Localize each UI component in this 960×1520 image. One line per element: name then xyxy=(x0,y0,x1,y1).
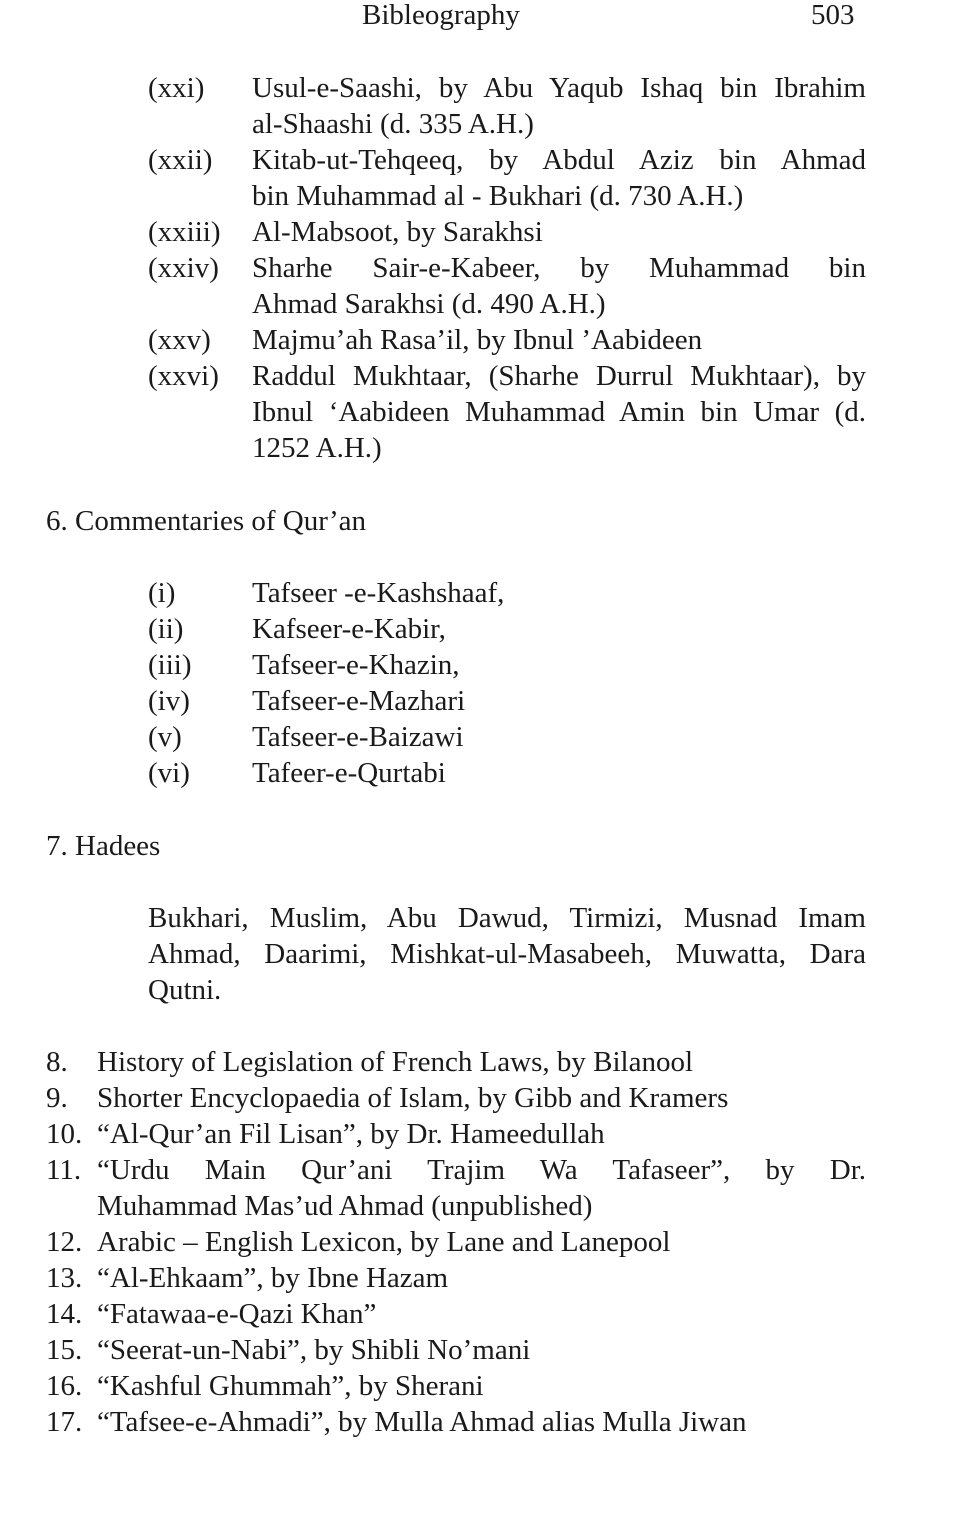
list-item-number: 9. xyxy=(46,1082,68,1114)
list-item-number: 12. xyxy=(46,1226,83,1258)
list-item-text: “Urdu Main Qur’ani Trajim Wa Tafaseer”, by Dr. xyxy=(97,1154,866,1186)
list-item-number: (xxvi) xyxy=(148,360,219,392)
list-item-text: Sharhe Sair-e-Kabeer, by Muhammad bin xyxy=(252,252,866,284)
list-item-text: Muhammad Mas’ud Ahmad (unpublished) xyxy=(97,1190,593,1222)
section-heading: 6. Commentaries of Qur’an xyxy=(46,505,366,537)
running-header-title: Bibleography xyxy=(362,0,520,31)
list-item-text: Shorter Encyclopaedia of Islam, by Gibb and Kramers xyxy=(97,1082,729,1114)
list-item-number: (iii) xyxy=(148,649,192,681)
list-item-number: 11. xyxy=(46,1154,82,1186)
list-item-number: 17. xyxy=(46,1406,83,1438)
list-item-number: 13. xyxy=(46,1262,83,1294)
list-item-text: Majmu’ah Rasa’il, by Ibnul ’Aabideen xyxy=(252,324,703,356)
list-item-number: (ii) xyxy=(148,613,184,645)
list-item-number: (iv) xyxy=(148,685,190,717)
list-item-text: al-Shaashi (d. 335 A.H.) xyxy=(252,108,534,140)
list-item-text: “Tafsee-e-Ahmadi”, by Mulla Ahmad alias Mulla Jiwan xyxy=(97,1406,747,1438)
list-item-number: (xxiv) xyxy=(148,252,219,284)
list-item-number: (xxii) xyxy=(148,144,213,176)
paragraph-line: Qutni. xyxy=(148,974,222,1006)
list-item-text: “Al-Ehkaam”, by Ibne Hazam xyxy=(97,1262,449,1294)
list-item-number: (v) xyxy=(148,721,182,753)
paragraph-line: Ahmad, Daarimi, Mishkat-ul-Masabeeh, Muwatta, Dara xyxy=(148,938,866,970)
paragraph-line: Bukhari, Muslim, Abu Dawud, Tirmizi, Musnad Imam xyxy=(148,902,866,934)
list-item-text: “Al-Qur’an Fil Lisan”, by Dr. Hameedullah xyxy=(97,1118,605,1150)
list-item-text: Ahmad Sarakhsi (d. 490 A.H.) xyxy=(252,288,606,320)
list-item-number: (xxiii) xyxy=(148,216,221,248)
list-item-number: 10. xyxy=(46,1118,83,1150)
list-item-number: 8. xyxy=(46,1046,68,1078)
list-item-text: Tafseer-e-Baizawi xyxy=(252,721,464,753)
list-item-text: 1252 A.H.) xyxy=(252,432,382,464)
list-item-text: “Fatawaa-e-Qazi Khan” xyxy=(97,1298,377,1330)
page-number: 503 xyxy=(811,0,855,31)
list-item-text: Ibnul ‘Aabideen Muhammad Amin bin Umar (d. xyxy=(252,396,866,428)
list-item-text: Kafseer-e-Kabir, xyxy=(252,613,446,645)
list-item-number: (xxv) xyxy=(148,324,211,356)
section-heading: 7. Hadees xyxy=(46,830,161,862)
list-item-number: 16. xyxy=(46,1370,83,1402)
list-item-text: Usul-e-Saashi, by Abu Yaqub Ishaq bin Ibrahim xyxy=(252,72,866,104)
list-item-text: Tafseer-e-Khazin, xyxy=(252,649,460,681)
list-item-text: Tafeer-e-Qurtabi xyxy=(252,757,446,789)
list-item-text: Kitab-ut-Tehqeeq, by Abdul Aziz bin Ahmad xyxy=(252,144,866,176)
list-item-text: Tafseer-e-Mazhari xyxy=(252,685,466,717)
list-item-text: Tafseer -e-Kashshaaf, xyxy=(252,577,505,609)
list-item-text: History of Legislation of French Laws, by Bilanool xyxy=(97,1046,694,1078)
list-item-number: 15. xyxy=(46,1334,83,1366)
list-item-text: Arabic – English Lexicon, by Lane and Lanepool xyxy=(97,1226,671,1258)
list-item-text: “Kashful Ghummah”, by Sherani xyxy=(97,1370,484,1402)
list-item-text: bin Muhammad al - Bukhari (d. 730 A.H.) xyxy=(252,180,744,212)
list-item-number: (i) xyxy=(148,577,176,609)
list-item-text: “Seerat-un-Nabi”, by Shibli No’mani xyxy=(97,1334,531,1366)
list-item-number: 14. xyxy=(46,1298,83,1330)
list-item-text: Raddul Mukhtaar, (Sharhe Durrul Mukhtaar), by xyxy=(252,360,866,392)
list-item-number: (xxi) xyxy=(148,72,205,104)
list-item-text: Al-Mabsoot, by Sarakhsi xyxy=(252,216,543,248)
list-item-number: (vi) xyxy=(148,757,190,789)
